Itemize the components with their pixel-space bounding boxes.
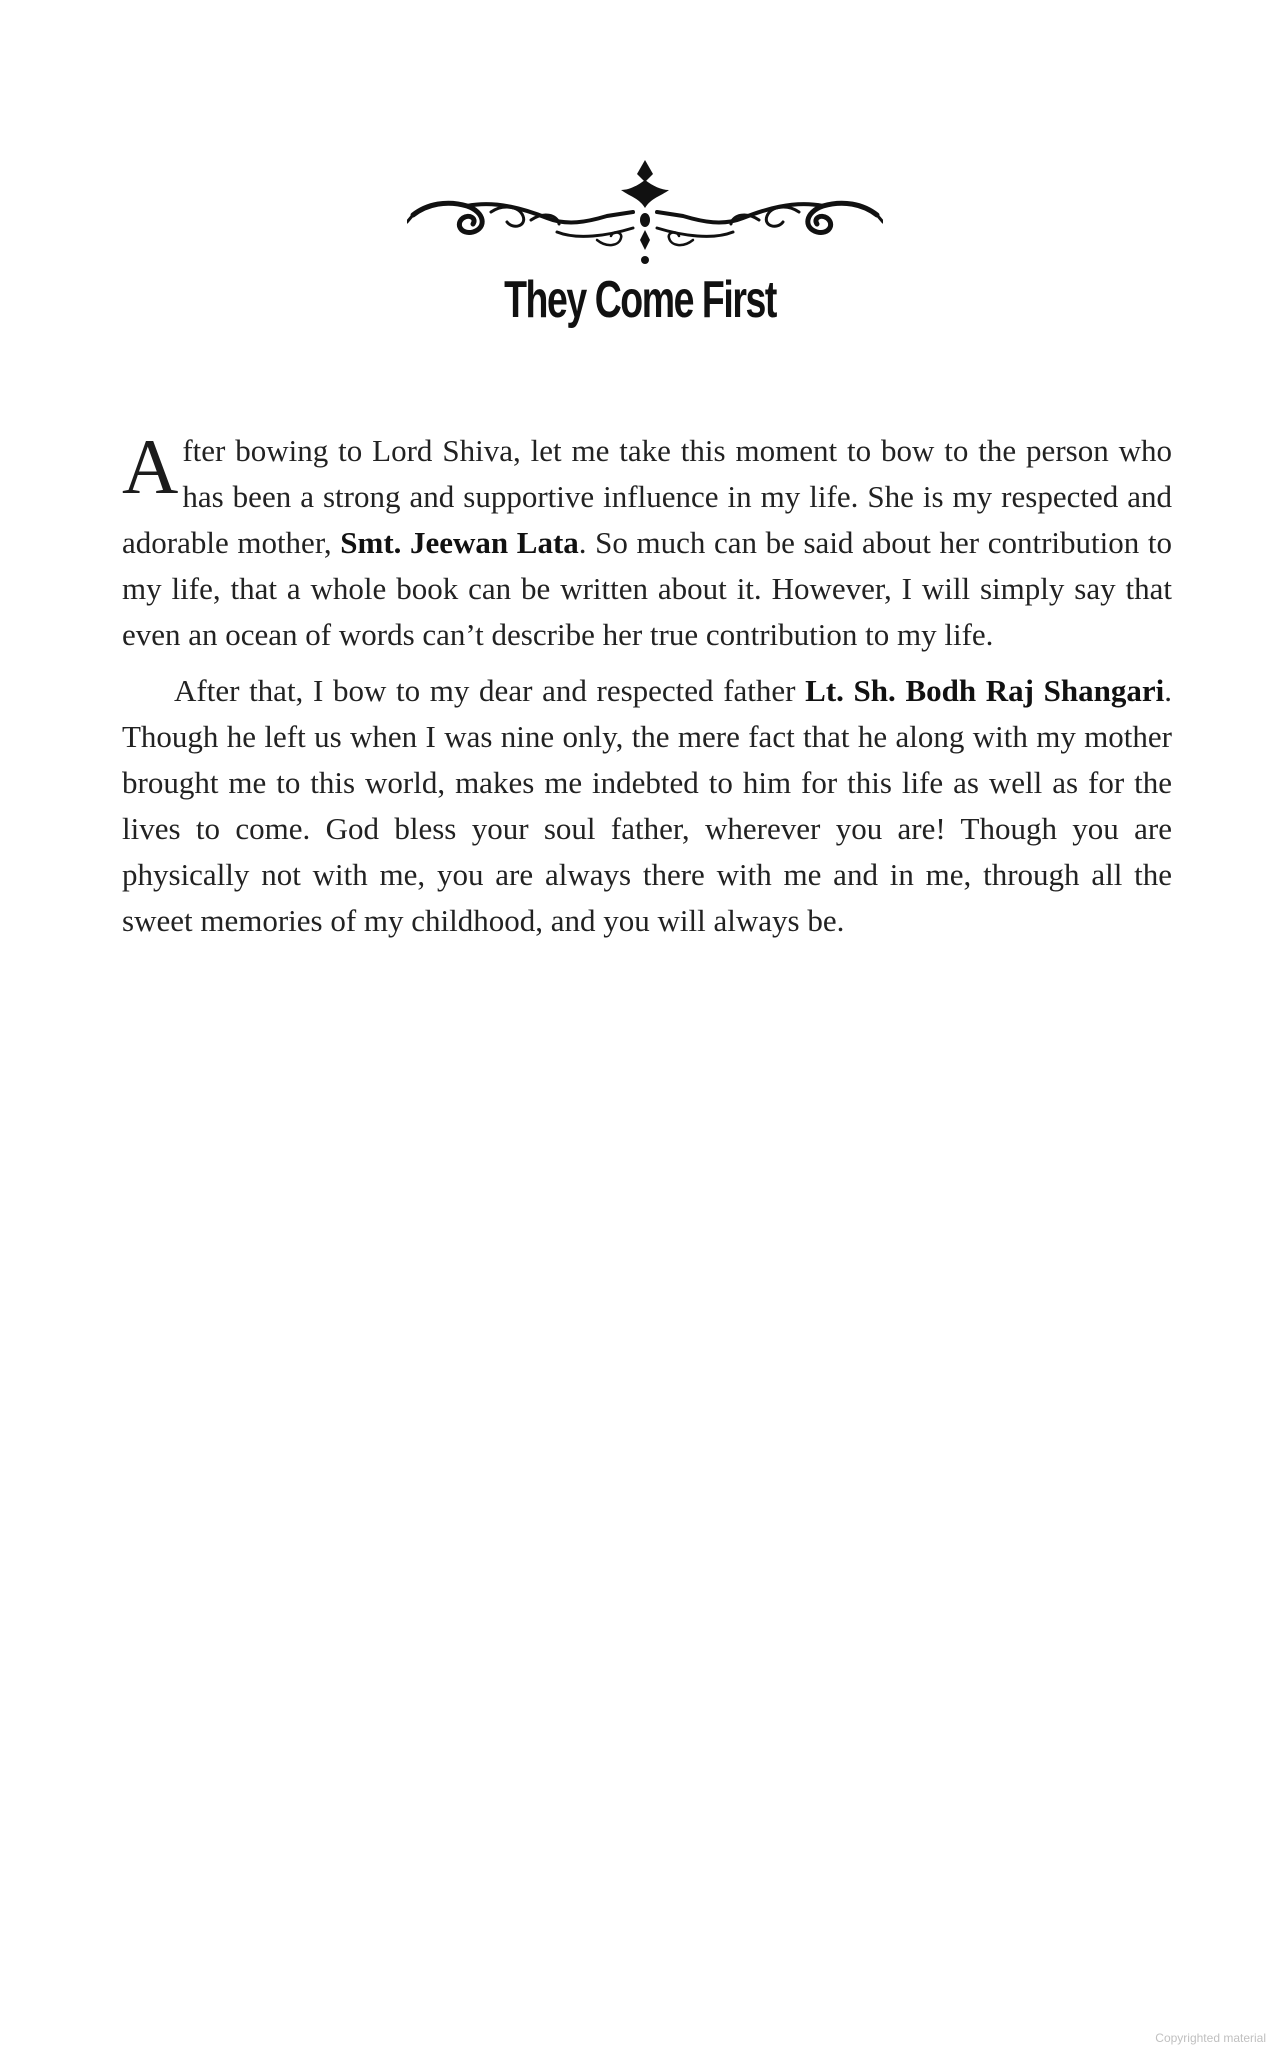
paragraph-1 bbox=[122, 423, 1172, 658]
drop-cap: A bbox=[122, 423, 179, 510]
paragraph-2-text-a: After that, I bow to my dear and respected father bbox=[174, 673, 806, 708]
copyright-notice: Copyrighted material bbox=[1155, 2031, 1266, 2045]
paragraph-2-text-b: . Though he left us when I was nine only, the mere fact that he along with my mother brought me to this world, makes me indebted to him for this life as well as for the lives to come. God bless your soul father, wherever you are! Though you are physically not with me, you are always there with me and in me, through all the sweet memories of my childhood, and you will always be. bbox=[122, 673, 1172, 938]
father-name: Lt. Sh. Bodh Raj Shangari bbox=[805, 673, 1165, 708]
mother-name: Smt. Jeewan Lata bbox=[340, 525, 579, 560]
chapter-title: They Come First bbox=[504, 271, 776, 329]
paragraph-1-text-a: fter bowing to Lord Shiva, let me take this moment to bow to the person who has been a strong and supportive influence in my life. She is my respected and adorable mother, bbox=[122, 433, 1172, 560]
paragraph-2 bbox=[122, 668, 1172, 944]
paragraph-1-text-b: . So much can be said about her contribution to my life, that a whole book can be written about it. However, I will simply say that even an ocean of words can’t describe her true contribution to my life. bbox=[122, 525, 1172, 652]
scroll-flourish-ornament-icon bbox=[407, 160, 883, 272]
chapter-body bbox=[122, 423, 1172, 944]
